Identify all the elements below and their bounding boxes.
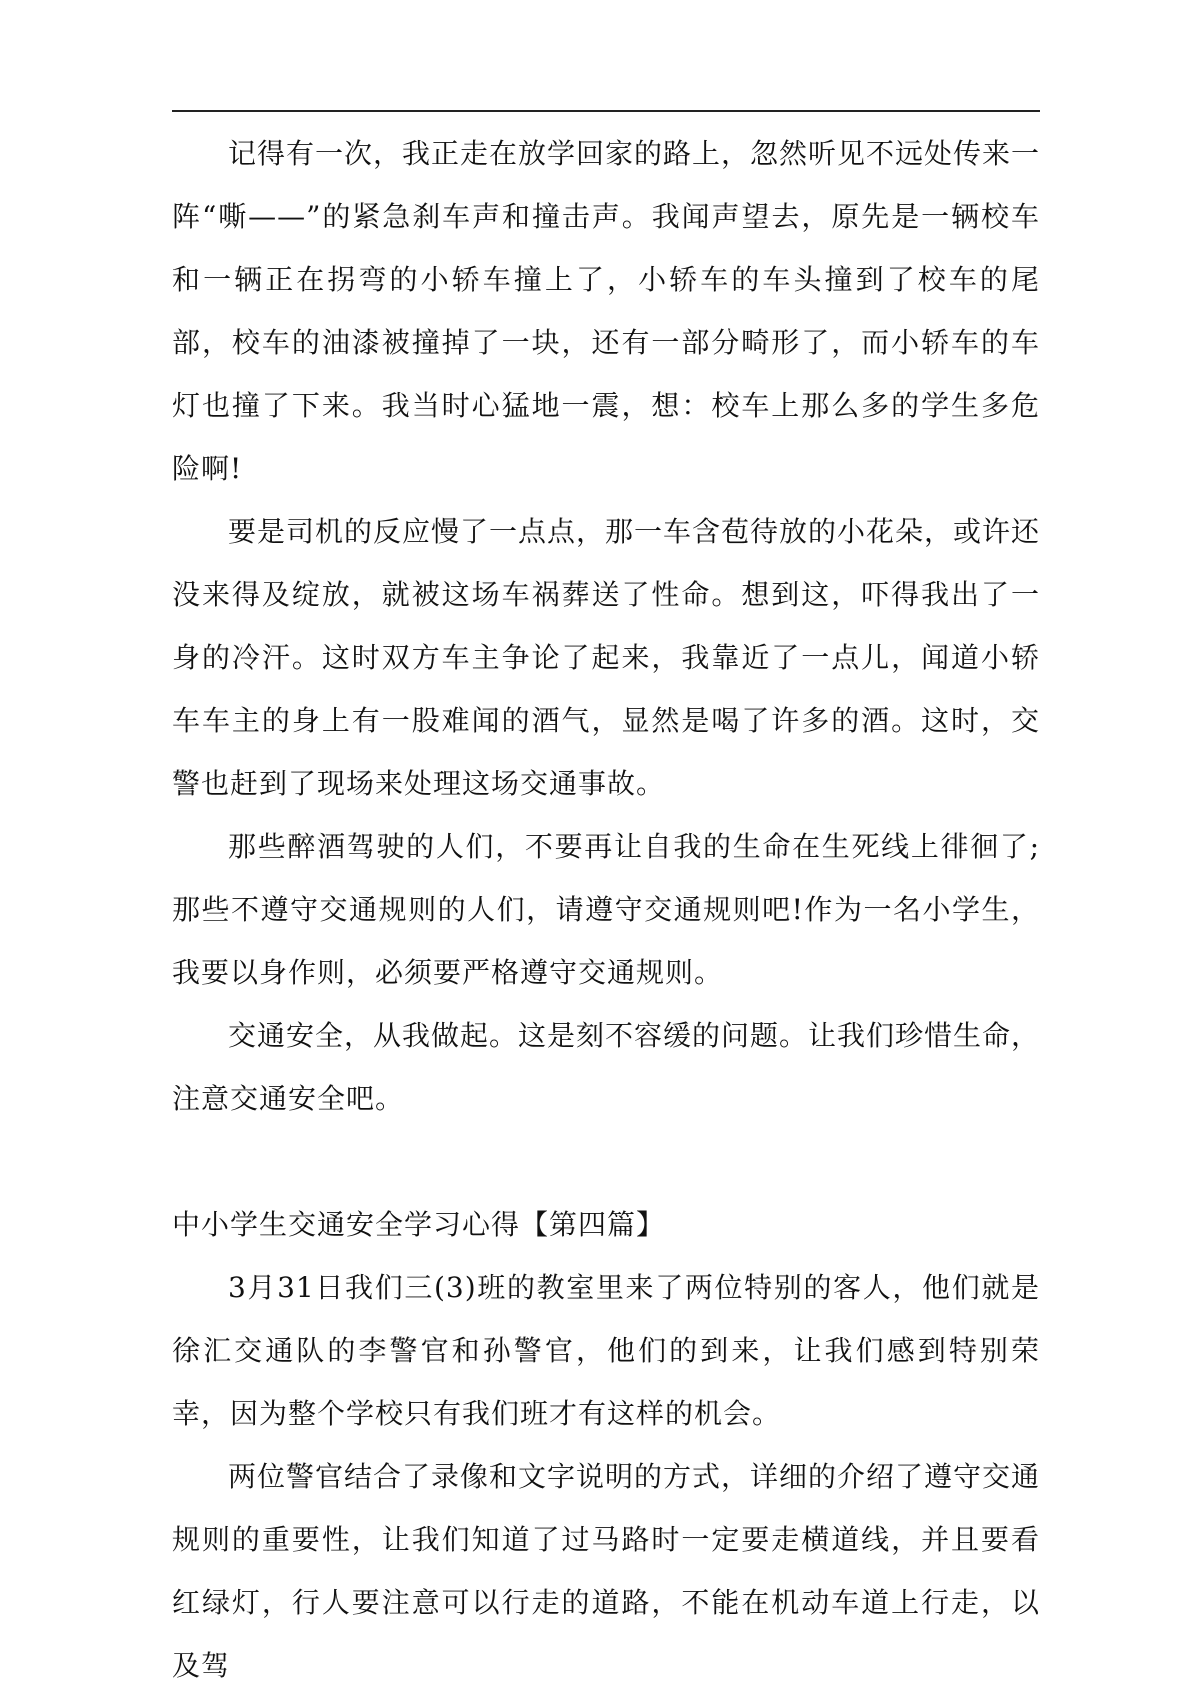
section-heading: 中小学生交通安全学习心得【第四篇】 (172, 1208, 666, 1241)
paragraph: 两位警官结合了录像和文字说明的方式，详细的介绍了遵守交通规则的重要性，让我们知道了过马路时一定要走横道线，并且要看红绿灯，行人要注意可以行走的道路，不能在机动车道上行走，以及驾 (172, 1460, 1041, 1682)
section-gap (172, 1130, 1040, 1193)
paragraph: 交通安全，从我做起。这是刻不容缓的问题。让我们珍惜生命，注意交通安全吧。 (172, 1019, 1041, 1115)
paragraph: 记得有一次，我正走在放学回家的路上，忽然听见不远处传来一阵“嘶——”的紧急刹车声和撞击声。我闻声望去，原先是一辆校车和一辆正在拐弯的小轿车撞上了，小轿车的车头撞到了校车的尾部，校车的油漆被撞掉了一块，还有一部分畸形了，而小轿车的车灯也撞了下来。我当时心猛地一震，想：校车上那么多的学生多危险啊! (172, 137, 1041, 485)
document-body (172, 122, 1040, 1697)
header-rule (172, 110, 1040, 112)
paragraph: 3月31日我们三(3)班的教室里来了两位特别的客人，他们就是徐汇交通队的李警官和孙警官，他们的到来，让我们感到特别荣幸，因为整个学校只有我们班才有这样的机会。 (172, 1271, 1040, 1430)
paragraph: 那些醉酒驾驶的人们，不要再让自我的生命在生死线上徘徊了;那些不遵守交通规则的人们，请遵守交通规则吧!作为一名小学生，我要以身作则，必须要严格遵守交通规则。 (172, 830, 1040, 989)
paragraph: 要是司机的反应慢了一点点，那一车含苞待放的小花朵，或许还没来得及绽放，就被这场车祸葬送了性命。想到这，吓得我出了一身的冷汗。这时双方车主争论了起来，我靠近了一点儿，闻道小轿车车主的身上有一股难闻的酒气，显然是喝了许多的酒。这时，交警也赶到了现场来处理这场交通事故。 (172, 515, 1041, 800)
